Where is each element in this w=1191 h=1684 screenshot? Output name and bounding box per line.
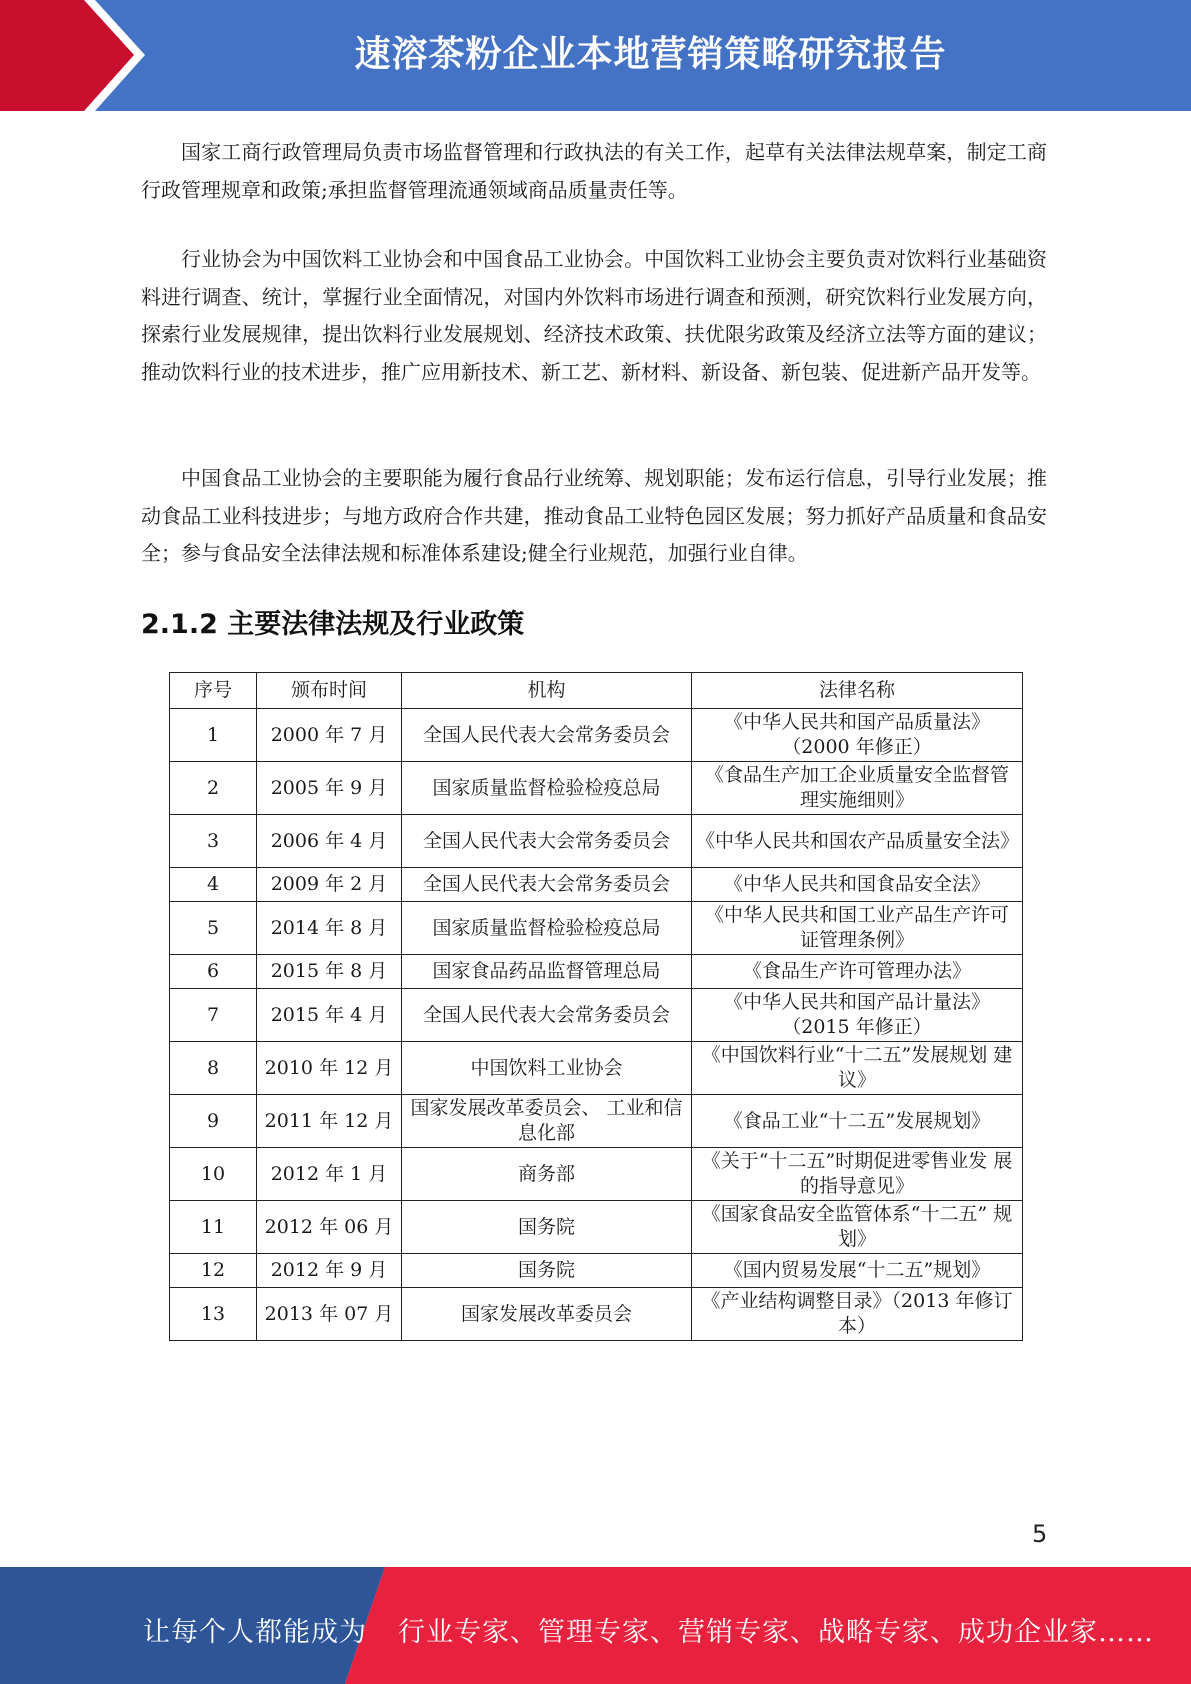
cell-index: 12 (170, 1254, 257, 1288)
cell-law-name: 《食品生产许可管理办法》 (692, 955, 1023, 989)
cell-law-name: 《关于“十二五”时期促进零售业发 展的指导意见》 (692, 1148, 1023, 1201)
cell-law-name: 《食品生产加工企业质量安全监督管理实施细则》 (692, 762, 1023, 815)
cell-index: 6 (170, 955, 257, 989)
header-agency: 机构 (402, 673, 692, 709)
cell-index: 4 (170, 868, 257, 902)
cell-date: 2009 年 2 月 (257, 868, 402, 902)
paragraph-1: 国家工商行政管理局负责市场监督管理和行政执法的有关工作，起草有关法律法规草案，制定工商行政管理规章和政策;承担监督管理流通领域商品质量责任等。 (141, 140, 1047, 202)
cell-date: 2013 年 07 月 (257, 1288, 402, 1341)
cell-agency: 国家发展改革委员会 (402, 1288, 692, 1341)
cell-law-name: 《产业结构调整目录》（2013 年修订本） (692, 1288, 1023, 1341)
cell-index: 10 (170, 1148, 257, 1201)
cell-agency: 全国人民代表大会常务委员会 (402, 989, 692, 1042)
cell-index: 7 (170, 989, 257, 1042)
cell-agency: 商务部 (402, 1148, 692, 1201)
laws-table (169, 672, 1023, 1341)
cell-index: 9 (170, 1095, 257, 1148)
table-row (170, 815, 1023, 868)
cell-index: 5 (170, 902, 257, 955)
cell-agency: 中国饮料工业协会 (402, 1042, 692, 1095)
cell-date: 2012 年 1 月 (257, 1148, 402, 1201)
cell-agency: 全国人民代表大会常务委员会 (402, 815, 692, 868)
table-row (170, 762, 1023, 815)
header-index: 序号 (170, 673, 257, 709)
cell-index: 3 (170, 815, 257, 868)
cell-index: 13 (170, 1288, 257, 1341)
cell-law-name: 《国家食品安全监管体系“十二五” 规划》 (692, 1201, 1023, 1254)
cell-agency: 国务院 (402, 1201, 692, 1254)
cell-date: 2005 年 9 月 (257, 762, 402, 815)
footer-slogan-right: 行业专家、管理专家、营销专家、战略专家、成功企业家…… (398, 1617, 1154, 1648)
cell-law-name: 《中华人民共和国农产品质量安全法》 (692, 815, 1023, 868)
cell-date: 2000 年 7 月 (257, 709, 402, 762)
table-row (170, 902, 1023, 955)
page-number: 5 (1032, 1520, 1048, 1548)
cell-agency: 国家质量监督检验检疫总局 (402, 902, 692, 955)
section-heading: 2.1.2 主要法律法规及行业政策 (141, 609, 525, 640)
cell-law-name: 《中华人民共和国工业产品生产许可证管理条例》 (692, 902, 1023, 955)
table-row (170, 1148, 1023, 1201)
cell-agency: 国家发展改革委员会、 工业和信息化部 (402, 1095, 692, 1148)
table-row (170, 955, 1023, 989)
cell-law-name: 《中华人民共和国食品安全法》 (692, 868, 1023, 902)
cell-index: 11 (170, 1201, 257, 1254)
cell-date: 2011 年 12 月 (257, 1095, 402, 1148)
cell-date: 2006 年 4 月 (257, 815, 402, 868)
table-row (170, 1288, 1023, 1341)
header-date: 颁布时间 (257, 673, 402, 709)
cell-law-name: 《食品工业“十二五”发展规划》 (692, 1095, 1023, 1148)
footer-banner (0, 1567, 1191, 1684)
cell-date: 2015 年 8 月 (257, 955, 402, 989)
cell-law-name: 《中国饮料行业“十二五”发展规划 建议》 (692, 1042, 1023, 1095)
cell-agency: 国家质量监督检验检疫总局 (402, 762, 692, 815)
cell-date: 2012 年 06 月 (257, 1201, 402, 1254)
cell-index: 8 (170, 1042, 257, 1095)
cell-index: 1 (170, 709, 257, 762)
table-row (170, 1095, 1023, 1148)
table-row (170, 1042, 1023, 1095)
table-header-row (170, 673, 1023, 709)
cell-agency: 全国人民代表大会常务委员会 (402, 709, 692, 762)
paragraph-3: 中国食品工业协会的主要职能为履行食品行业统筹、规划职能；发布运行信息，引导行业发展；推动食品工业科技进步；与地方政府合作共建，推动食品工业特色园区发展；努力抓好产品质量和食品安全；参与食品安全法律法规和标准体系建设;健全行业规范，加强行业自律。 (141, 466, 1047, 565)
header-banner (0, 0, 1191, 111)
cell-date: 2015 年 4 月 (257, 989, 402, 1042)
table-row (170, 989, 1023, 1042)
paragraph-2: 行业协会为中国饮料工业协会和中国食品工业协会。中国饮料工业协会主要负责对饮料行业基础资料进行调查、统计，掌握行业全面情况，对国内外饮料市场进行调查和预测，研究饮料行业发展方向，探索行业发展规律，提出饮料行业发展规划、经济技术政策、扶优限劣政策及经济立法等方面的建议；推动饮料行业的技术进步，推广应用新技术、新工艺、新材料、新设备、新包装、促进新产品开发等。 (141, 247, 1047, 384)
cell-date: 2010 年 12 月 (257, 1042, 402, 1095)
cell-law-name: 《国内贸易发展“十二五”规划》 (692, 1254, 1023, 1288)
cell-agency: 全国人民代表大会常务委员会 (402, 868, 692, 902)
table-row (170, 1254, 1023, 1288)
table-row (170, 709, 1023, 762)
cell-index: 2 (170, 762, 257, 815)
header-law-name: 法律名称 (692, 673, 1023, 709)
table-row (170, 868, 1023, 902)
cell-law-name: 《中华人民共和国产品质量法》（2000 年修正） (692, 709, 1023, 762)
footer-slogan-left: 让每个人都能成为 (143, 1617, 367, 1648)
cell-date: 2012 年 9 月 (257, 1254, 402, 1288)
cell-date: 2014 年 8 月 (257, 902, 402, 955)
cell-agency: 国家食品药品监督管理总局 (402, 955, 692, 989)
table-row (170, 1201, 1023, 1254)
report-title: 速溶茶粉企业本地营销策略研究报告 (354, 34, 947, 75)
cell-agency: 国务院 (402, 1254, 692, 1288)
cell-law-name: 《中华人民共和国产品计量法》（2015 年修正） (692, 989, 1023, 1042)
